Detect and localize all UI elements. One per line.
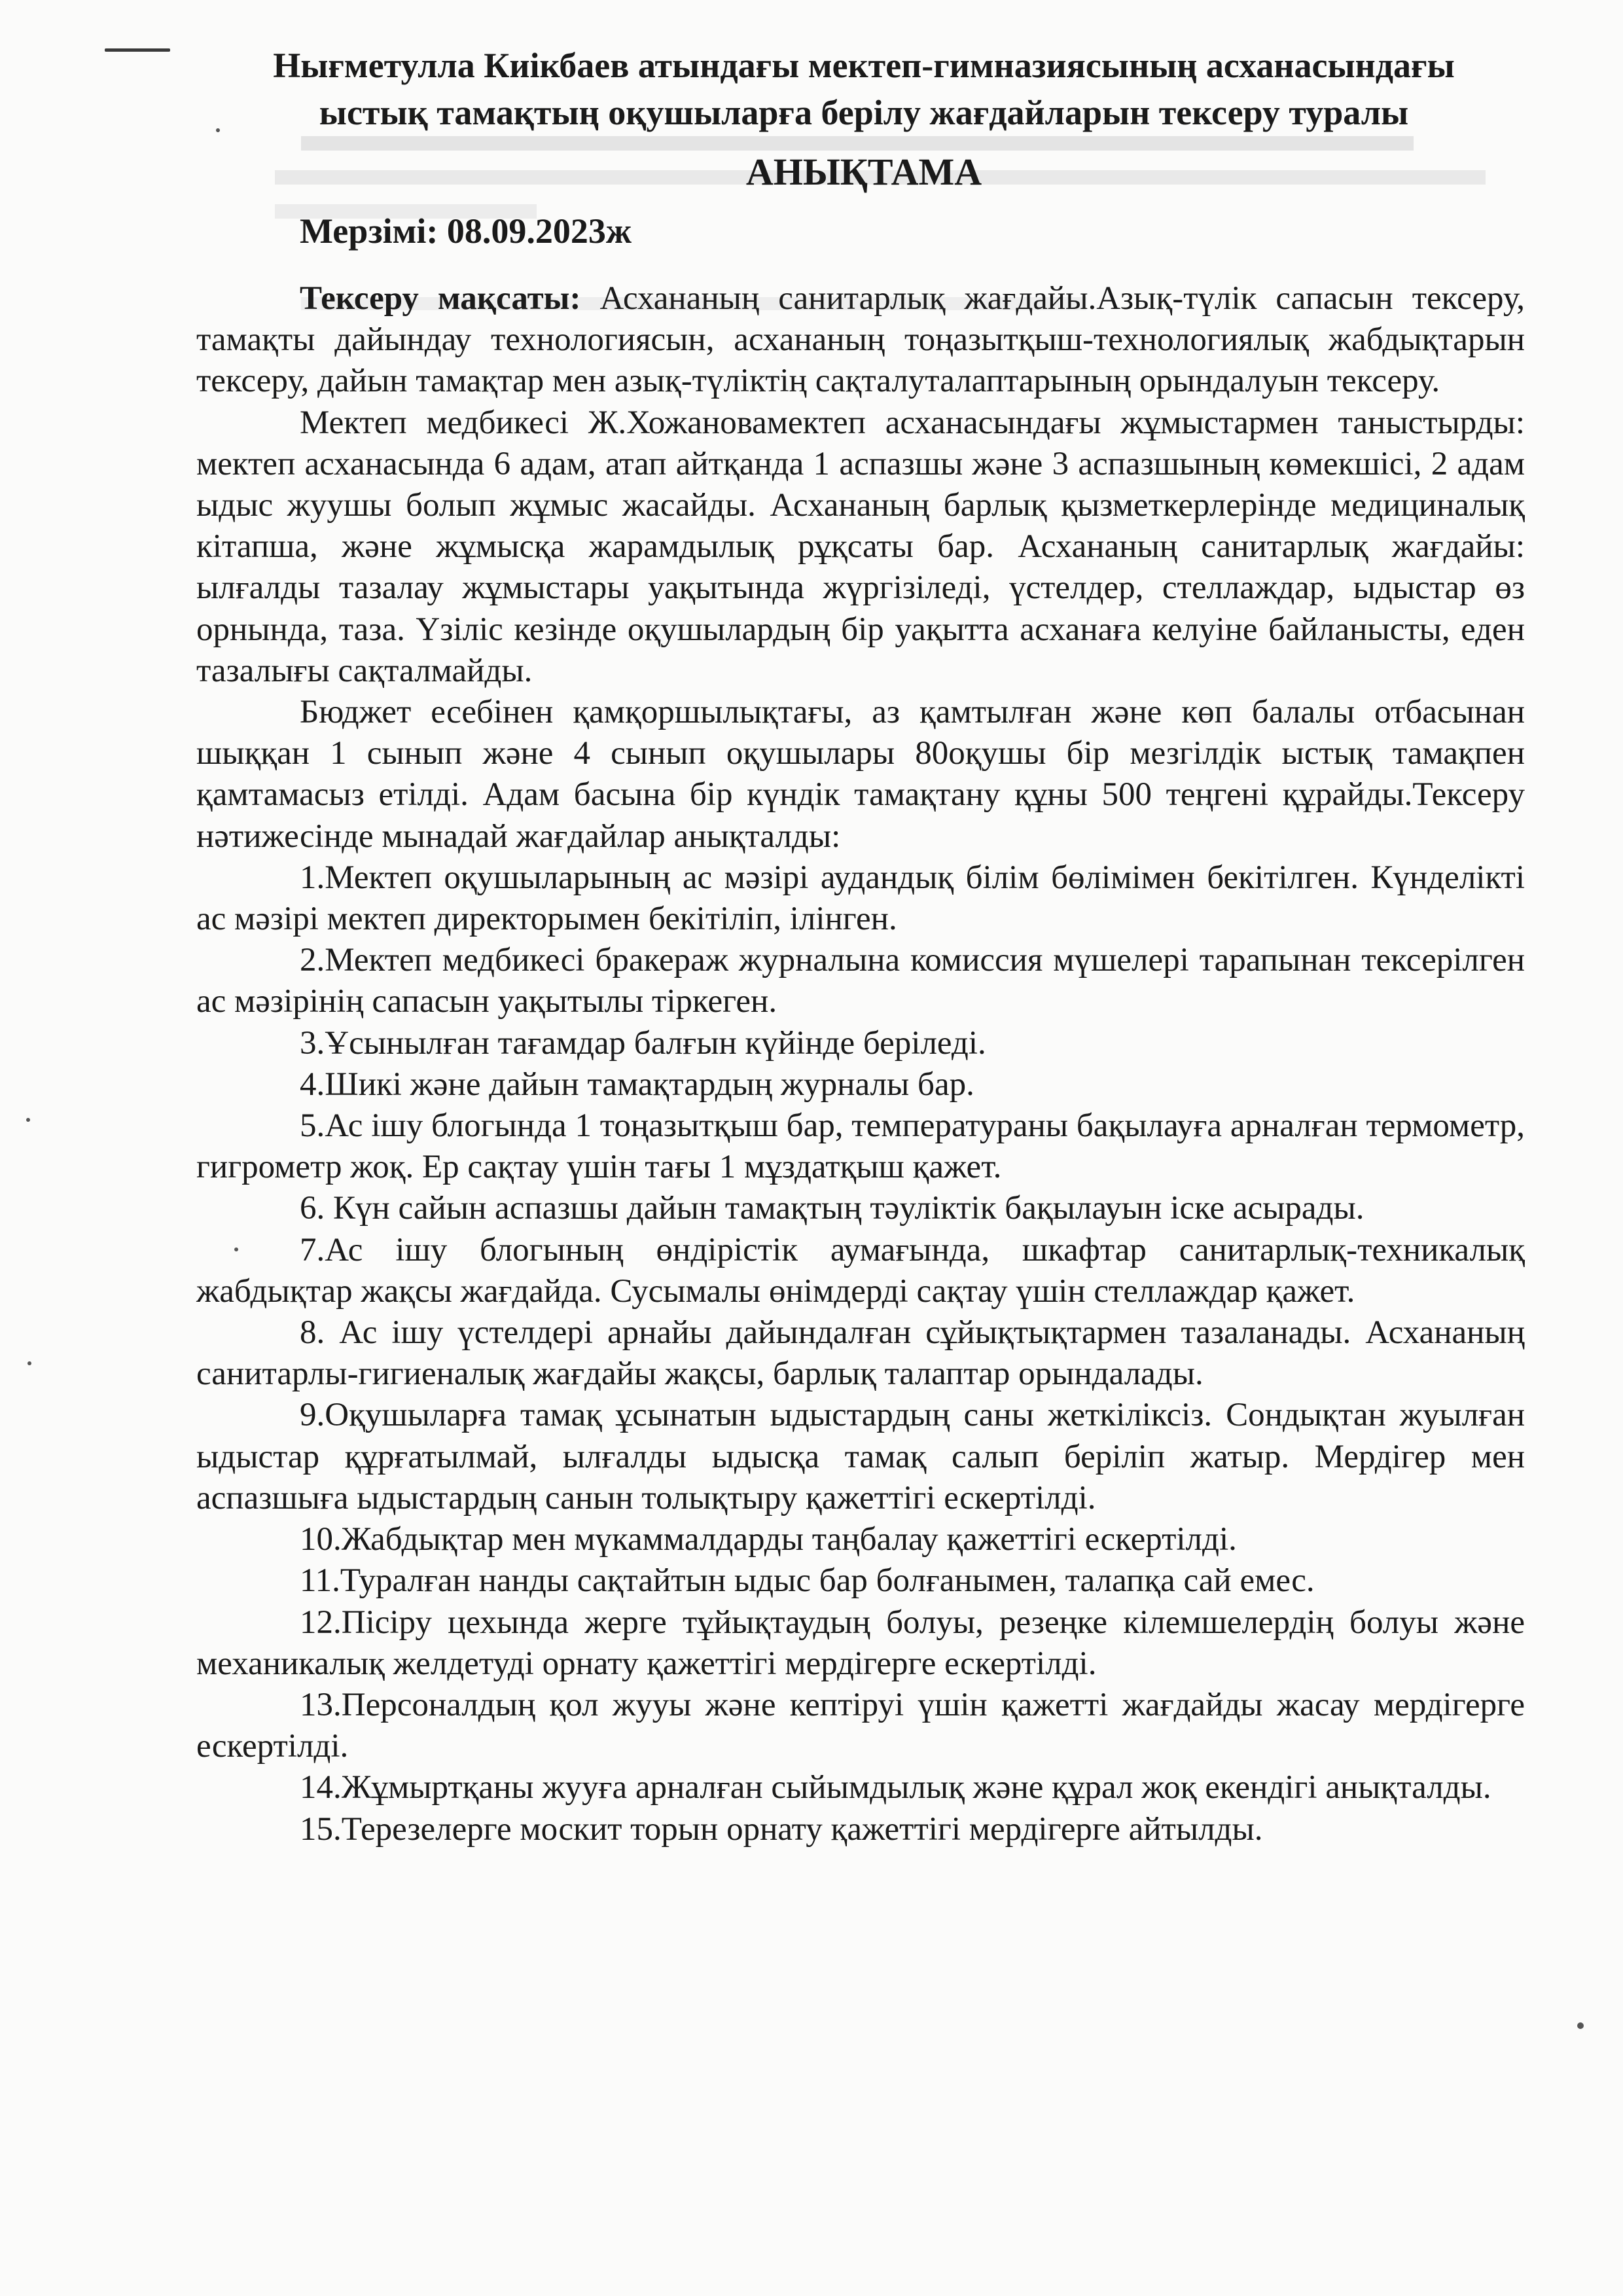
purpose-label: Тексеру мақсаты: xyxy=(300,280,581,317)
staff-paragraph: Мектеп медбикесі Ж.Хожановамектеп асханасындағы жұмыстармен таныстырды: мектеп асханасында 6 адам, атап айтқанда 1 аспазшы және 3 аспазшының көмекшісі, 2 адам ыдыс жуушы болып жұмыс жасайды. Асхананың барлық қызметкерлерінде медициналық кітапша, және жұмысқа жарамдылық рұқсаты бар. Асхананың санитарлық жағдайы: ылғалды тазалау жұмыстары уақытында жүргізіледі, үстелдер, стеллаждар, ыдыстар өз орнында, таза. Үзіліс кезінде оқушылардың бір уақытта асханаға келуіне байланысты, еден тазалығы сақталмайды. xyxy=(196,404,1525,689)
document-date: Мерзімі: 08.09.2023ж xyxy=(300,211,632,251)
finding-item-13: 13.Персоналдың қол жууы және кептіруі үшін қажетті жағдайды жасау мердігерге ескертілді. xyxy=(196,1686,1525,1765)
finding-item-15: 15.Терезелерге москит торын орнату қажеттігі мердігерге айтылды. xyxy=(300,1810,1263,1848)
budget-paragraph: Бюджет есебінен қамқоршылықтағы, аз қамтылған және көп балалы отбасынан шыққан 1 сынып және 4 сынып оқушылары 80оқушы бір мезгілдік ыстық тамақпен қамтамасыз етілді. Адам басына бір күндік тамақтану құны 500 теңгені құрайды.Тексеру нәтижесінде мынадай жағдайлар анықталды: xyxy=(196,694,1525,855)
purpose-paragraph xyxy=(196,278,1525,403)
finding-item-10: 10.Жабдықтар мен мүкаммалдарды таңбалау қажеттігі ескертілді. xyxy=(300,1521,1237,1558)
finding-item-7: 7.Ас ішу блогының өндірістік аумағында, шкафтар санитарлық-техникалық жабдықтар жақсы жағдайда. Сусымалы өнімдерді сақтау үшін стеллаждар қажет. xyxy=(196,1231,1525,1310)
header-line-2: ыстық тамақтың оқушыларға берілу жағдайларын тексеру туралы xyxy=(319,93,1409,132)
finding-item-8: 8. Ас ішу үстелдері арнайы дайындалған сұйықтықтармен тазаланады. Асхананың санитарлы-гигиеналық жағдайы жақсы, барлық талаптар орындалады. xyxy=(196,1314,1525,1393)
document-title: АНЫҚТАМА xyxy=(745,151,982,193)
scan-speck xyxy=(27,1361,31,1365)
header-line-1: Нығметулла Киікбаев атындағы мектеп-гимназиясының асханасындағы xyxy=(273,46,1455,85)
finding-item-12: 12.Пісіру цехында жерге тұйықтаудың болуы, резеңке кілемшелердің болуы және механикалық желдетуді орнату қажеттігі мердігерге ескертілді. xyxy=(196,1604,1525,1682)
finding-item-9: 9.Оқушыларға тамақ ұсынатын ыдыстардың саны жеткіліксіз. Сондықтан жуылған ыдыстар құрғатылмай, ылғалды ыдысқа тамақ салып беріліп жатыр. Мердігер мен аспазшыға ыдыстардың санын толықтыру қажеттігі ескертілді. xyxy=(196,1397,1525,1516)
scan-speck xyxy=(26,1118,30,1122)
finding-item-4: 4.Шикі және дайын тамақтардың журналы бар. xyxy=(300,1066,974,1103)
finding-item-3: 3.Ұсынылған тағамдар балғын күйінде беріледі. xyxy=(300,1024,986,1062)
document-body xyxy=(196,278,1525,1850)
purpose-text: Асхананың санитарлық жағдайы.Азық-түлік сапасын тексеру, тамақты дайындау технологиясын, асхананың тоңазытқыш-технологиялық жабдықтарын тексеру, дайын тамақтар мен азық-түліктің сақталуталаптарының орындалуын тексеру. xyxy=(196,280,1525,400)
finding-item-11: 11.Туралған нанды сақтайтын ыдыс бар болғанымен, талапқа сай емес. xyxy=(300,1562,1315,1600)
scan-artifact-line xyxy=(105,48,170,52)
finding-item-6: 6. Күн сайын аспазшы дайын тамақтың тәуліктік бақылауын іске асырады. xyxy=(300,1190,1364,1227)
finding-item-5: 5.Ас ішу блогында 1 тоңазытқыш бар, температураны бақылауға арналған термометр, гигрометр жоқ. Ер сақтау үшін тағы 1 мұздатқыш қажет. xyxy=(196,1107,1525,1186)
finding-item-2: 2.Мектеп медбикесі бракераж журналына комиссия мүшелері тарапынан тексерілген ас мәзірінің сапасын уақытылы тіркеген. xyxy=(196,942,1525,1020)
finding-item-1: 1.Мектеп оқушыларының ас мәзірі аудандық білім бөлімімен бекітілген. Күнделікті ас мәзірі мектеп директорымен бекітіліп, ілінген. xyxy=(196,859,1525,938)
scan-speck xyxy=(1577,2022,1584,2029)
finding-item-14: 14.Жұмыртқаны жууға арналған сыйымдылық және құрал жоқ екендігі анықталды. xyxy=(300,1769,1491,1806)
document-header xyxy=(196,42,1531,136)
